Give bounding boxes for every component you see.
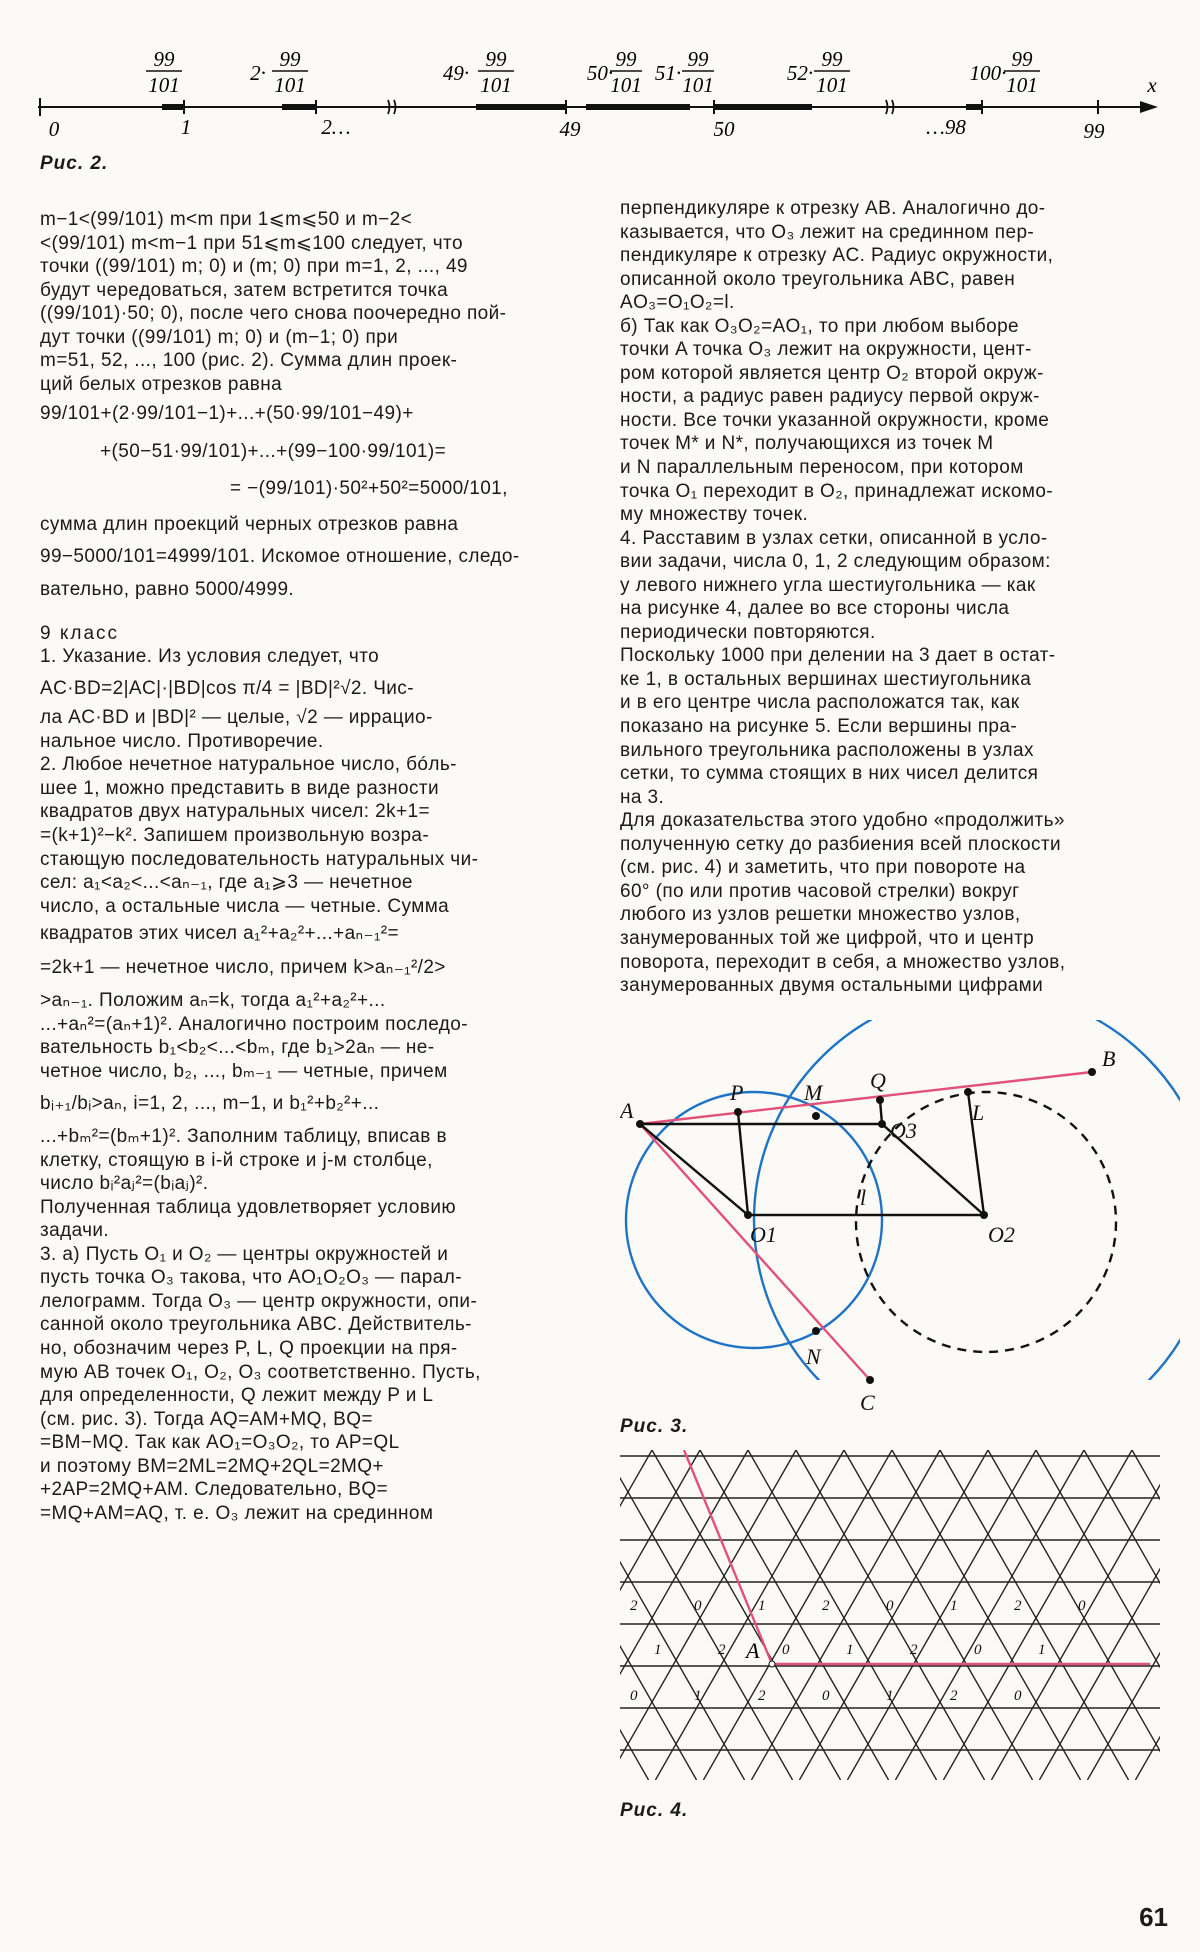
text-line: ности. Все точки указанной окружности, кроме <box>620 409 1050 431</box>
frac-num: 99 <box>279 47 301 71</box>
frac-den: 101 <box>480 73 512 97</box>
grid-line <box>1087 1450 1160 1780</box>
label-M: M <box>804 1080 823 1105</box>
label-Q: Q <box>870 1068 886 1093</box>
grid-number: 1 <box>886 1688 894 1704</box>
text-line: квадратов двух натуральных чисел: 2k+1= <box>40 801 430 823</box>
grid-number: 0 <box>782 1642 790 1658</box>
label-P: P <box>730 1080 744 1105</box>
label-A: A <box>746 1638 760 1663</box>
text-line: санной около треугольника ABC. Действитель- <box>40 1314 472 1336</box>
text-line: Для доказательства этого удобно «продолжить» <box>620 810 1065 832</box>
label-l: l <box>860 1185 867 1210</box>
frac-num: 99 <box>1011 47 1033 71</box>
text-line: сетки, то сумма стоящих в них чисел делится <box>620 763 1039 785</box>
grid-number: 0 <box>630 1688 638 1704</box>
highlight-path <box>684 1450 1150 1664</box>
segment-PO1 <box>738 1112 748 1215</box>
point <box>866 1376 874 1384</box>
fig2-caption: Рис. 2. <box>40 153 109 174</box>
label-L: L <box>972 1100 985 1125</box>
text-line: дут точки ((99/101) m; 0) и (m−1; 0) при <box>40 326 399 348</box>
figure-3 <box>620 1020 1180 1420</box>
line-AB <box>640 1072 1092 1124</box>
grid-number: 0 <box>1078 1598 1086 1614</box>
text-line: на 3. <box>620 786 665 808</box>
point <box>812 1112 820 1120</box>
text-line: и поэтому BM=2ML=2MQ+2QL=2MQ+ <box>40 1455 384 1477</box>
text-line: AO₃=O₁O₂=l. <box>620 292 735 314</box>
frac-num: 99 <box>821 47 843 71</box>
frac-label-52-prefix: 52· <box>786 61 814 85</box>
label-N: N <box>806 1344 821 1369</box>
text-line: квадратов этих чисел a₁²+a₂²+...+aₙ₋₁²= <box>40 923 399 945</box>
text-line: точка O₁ переходит в O₂, принадлежат искомо- <box>620 480 1054 502</box>
text-line: ром которой является центр O₂ второй окруж- <box>620 362 1044 384</box>
text-line: описанной около треугольника ABC, равен <box>620 268 1016 290</box>
text-line: му множеству точек. <box>620 504 809 526</box>
text-line: четное число, b₂, ..., bₘ₋₁ — четные, причем <box>40 1060 448 1082</box>
text-line: ций белых отрезков равна <box>40 373 283 395</box>
section-heading: 9 класс <box>40 622 120 644</box>
grid-line <box>895 1450 1084 1780</box>
tick-label: 50 <box>713 117 735 141</box>
text-line: сел: a₁<a₂<...<aₙ₋₁, где a₁⩾3 — нечетное <box>40 872 413 894</box>
frac-den: 101 <box>816 73 848 97</box>
frac-num: 99 <box>687 47 709 71</box>
text-line: поворота, переходит в себя, а множество узлов, <box>620 951 1066 973</box>
text-line: и в его центре числа расположатся так, как <box>620 692 1020 714</box>
frac-den: 101 <box>274 73 306 97</box>
grid-number: 1 <box>758 1598 766 1614</box>
right-column <box>620 197 1180 998</box>
grid-line <box>748 1450 937 1780</box>
text-line: =2k+1 — нечетное число, причем k>aₙ₋₁²/2> <box>40 956 446 978</box>
text-line: мую AB точек O₁, O₂, O₃ соответственно. Пусть, <box>40 1361 481 1383</box>
formula-line: = −(99/101)·50²+50²=5000/101, <box>230 478 508 500</box>
grid-number: 1 <box>950 1598 958 1614</box>
grid-line <box>652 1450 841 1780</box>
grid-line <box>620 1450 745 1780</box>
text-line: будут чередоваться, затем встретится точка <box>40 279 449 301</box>
text-line: 99−5000/101=4999/101. Искомое отношение, следо- <box>40 545 520 567</box>
text-line: 1. Указание. Из условия следует, что <box>40 646 380 668</box>
text-line: пусть точка O₃ такова, что AO₁O₂O₃ — парал- <box>40 1267 462 1289</box>
grid-line <box>620 1450 793 1780</box>
grid-number: 2 <box>630 1598 638 1614</box>
point <box>734 1108 742 1116</box>
frac-label-51-prefix: 51· <box>654 61 682 85</box>
tick-label: 2… <box>321 115 351 139</box>
grid-number: 1 <box>846 1642 854 1658</box>
text-line: (см. рис. 3). Тогда AQ=AM+MQ, BQ= <box>40 1408 373 1430</box>
grid-line <box>940 1450 1129 1780</box>
grid-number: 0 <box>822 1688 830 1704</box>
text-line: любого из узлов решетки множество узлов, <box>620 904 1021 926</box>
grid-number: 1 <box>654 1642 662 1658</box>
point <box>1088 1068 1096 1076</box>
line-AC <box>640 1124 870 1380</box>
grid-number: 0 <box>974 1642 982 1658</box>
text-line: 2. Любое нечетное натуральное число, бóль- <box>40 754 457 776</box>
text-line: ...+bₘ²=(bₘ+1)². Заполним таблицу, вписав в <box>40 1126 447 1148</box>
axis-label: x <box>1147 73 1157 97</box>
text-line: занумерованных той же цифрой, что и центр <box>620 927 1035 949</box>
figure-4 <box>620 1450 1160 1790</box>
point <box>636 1120 644 1128</box>
text-line: 60° (по или против часовой стрелки) вокруг <box>620 880 1020 902</box>
text-line: число bᵢ²aⱼ²=(bᵢaⱼ)². <box>40 1173 209 1195</box>
frac-num: 99 <box>485 47 507 71</box>
frac-label-50-prefix: 50· <box>586 61 614 85</box>
text-line: >aₙ₋₁. Положим aₙ=k, тогда a₁²+a₂²+... <box>40 990 386 1012</box>
text-line: точки ((99/101) m; 0) и (m; 0) при m=1, 2, ..., 49 <box>40 256 468 278</box>
text-line: 4. Расставим в узлах сетки, описанной в усло- <box>620 527 1048 549</box>
left-column <box>40 208 580 1525</box>
text-line: казывается, что O₃ лежит на срединном пер- <box>620 221 1035 243</box>
text-line: полученную сетку до разбиения всей плоскости <box>620 833 1062 855</box>
text-line: задачи. <box>40 1220 110 1242</box>
text-line: ...+aₙ²=(aₙ+1)². Аналогично построим последо- <box>40 1013 468 1035</box>
text-line: вательно, равно 5000/4999. <box>40 579 295 601</box>
frac-den: 101 <box>1006 73 1038 97</box>
text-line: Полученная таблица удовлетворяет условию <box>40 1196 457 1218</box>
grid-number: 2 <box>950 1688 958 1704</box>
text-line: у левого нижнего угла шестиугольника — как <box>620 574 1036 596</box>
grid-line <box>700 1450 889 1780</box>
text-line: клетку, стоящую в i-й строке и j-м столбце, <box>40 1149 433 1171</box>
text-line: AC·BD=2|AC|·|BD|cos π/4 = |BD|²√2. Чис- <box>40 677 414 699</box>
text-line: ла AC·BD и |BD|² — целые, √2 — иррацио- <box>40 707 433 729</box>
text-line: б) Так как O₃O₂=AO₁, то при любом выборе <box>620 315 1020 337</box>
text-line: для определенности, Q лежит между P и L <box>40 1385 434 1407</box>
formula-line: +(50−51·99/101)+...+(99−100·99/101)= <box>100 440 447 462</box>
frac-den: 101 <box>682 73 714 97</box>
grid-number: 2 <box>822 1598 830 1614</box>
text-line: сумма длин проекций черных отрезков равна <box>40 514 459 536</box>
grid-number: 2 <box>1014 1598 1022 1614</box>
frac-num: 99 <box>615 47 637 71</box>
label-C: C <box>860 1390 875 1415</box>
page-number: 61 <box>1139 1902 1168 1932</box>
axis-arrow <box>1140 101 1158 113</box>
grid-number: 1 <box>1038 1642 1046 1658</box>
text-line: лелограмм. Тогда O₃ — центр окружности, опи- <box>40 1290 478 1312</box>
text-line: но, обозначим через P, L, Q проекции на пря- <box>40 1337 458 1359</box>
tick-label: …98 <box>926 115 966 139</box>
grid-line <box>655 1450 844 1780</box>
text-line: на рисунке 4, далее во все стороны числа <box>620 598 1010 620</box>
text-line: 3. а) Пусть O₁ и O₂ — центры окружностей и <box>40 1243 449 1265</box>
grid-number: 2 <box>758 1688 766 1704</box>
grid-number: 2 <box>718 1642 726 1658</box>
point <box>876 1096 884 1104</box>
text-line: точек M* и N*, получающихся из точек M <box>620 433 994 455</box>
frac-den: 101 <box>610 73 642 97</box>
point <box>744 1211 752 1219</box>
text-line: вильного треугольника расположены в узлах <box>620 739 1034 761</box>
grid-number: 1 <box>694 1688 702 1704</box>
grid-line <box>751 1450 940 1780</box>
frac-label-49-prefix: 49· <box>442 61 470 85</box>
text-line: ке 1, в остальных вершинах шестиугольника <box>620 668 1032 690</box>
text-line: периодически повторяются. <box>620 621 876 643</box>
frac-label-1: 99 <box>153 47 175 71</box>
label-O3: O3 <box>890 1118 917 1143</box>
grid-number: 0 <box>886 1598 894 1614</box>
text-line: =MQ+AM=AQ, т. е. O₃ лежит на срединном <box>40 1502 434 1524</box>
grid-line <box>620 1450 796 1780</box>
text-line: вательность b₁<b₂<...<bₘ, где b₁>2aₙ — не- <box>40 1037 435 1059</box>
text-line: вии задачи, числа 0, 1, 2 следующим образом: <box>620 551 1051 573</box>
text-line: Поскольку 1000 при делении на 3 дает в остат- <box>620 645 1056 667</box>
text-line: <(99/101) m<m−1 при 51⩽m⩽100 следует, что <box>40 232 463 254</box>
text-line: показано на рисунке 5. Если вершины пра- <box>620 716 1018 738</box>
text-line: +2AP=2MQ+AM. Следовательно, BQ= <box>40 1479 389 1501</box>
grid-line <box>1036 1450 1160 1780</box>
label-A: A <box>620 1098 634 1123</box>
formula-line: 99/101+(2·99/101−1)+...+(50·99/101−49)+ <box>40 403 414 425</box>
point <box>812 1327 820 1335</box>
text-line: и N параллельным переносом, при котором <box>620 457 1024 479</box>
text-line: число, а остальные числа — четные. Сумма <box>40 895 450 917</box>
grid-line <box>796 1450 985 1780</box>
frac-label-2-prefix: 2· <box>250 61 266 85</box>
grid-line <box>703 1450 892 1780</box>
point <box>980 1211 988 1219</box>
text-line: =BM−MQ. Так как AO₁=O₃O₂, то AP=QL <box>40 1432 400 1454</box>
node-A <box>769 1661 775 1667</box>
tick-label: 0 <box>48 117 60 141</box>
grid-number: 0 <box>1014 1688 1022 1704</box>
text-line: занумерованных двумя остальными цифрами <box>620 975 1044 997</box>
point <box>878 1120 886 1128</box>
tick-label: 99 <box>1083 119 1105 143</box>
label-O1: O1 <box>750 1222 777 1247</box>
grid-line <box>847 1450 1036 1780</box>
grid-number: 0 <box>694 1598 702 1614</box>
grid-number: 2 <box>910 1642 918 1658</box>
text-line: стающую последовательность натуральных чи- <box>40 848 479 870</box>
grid-line <box>844 1450 1033 1780</box>
text-line: шее 1, можно представить в виде разности <box>40 777 439 799</box>
fig3-caption: Рис. 3. <box>620 1416 689 1437</box>
point <box>964 1088 972 1096</box>
text-line: (см. рис. 4) и заметить, что при повороте на <box>620 857 1026 879</box>
grid-line <box>943 1450 1132 1780</box>
text-line: ((99/101)·50; 0), после чего снова поочередно пой- <box>40 303 507 325</box>
grid-line <box>1132 1450 1160 1780</box>
parallelogram <box>640 1124 984 1215</box>
text-line: =(k+1)²−k². Запишем произвольную возра- <box>40 825 430 847</box>
text-line: ности, а радиус равен радиусу первой окруж- <box>620 386 1040 408</box>
tick-label: 49 <box>559 117 581 141</box>
text-line: m−1<(99/101) m<m при 1⩽m⩽50 и m−2< <box>40 209 413 230</box>
label-O2: O2 <box>988 1222 1015 1247</box>
grid-line <box>892 1450 1081 1780</box>
tick-label: 1 <box>180 115 192 139</box>
text-line: точки A точка O₃ лежит на окружности, цент- <box>620 339 1032 361</box>
label-B: B <box>1102 1046 1116 1071</box>
text-line: нальное число. Противоречие. <box>40 730 324 752</box>
text-line: bᵢ₊₁/bᵢ>aₙ, i=1, 2, ..., m−1, и b₁²+b₂²+... <box>40 1092 380 1114</box>
grid-line <box>799 1450 988 1780</box>
number-line-figure <box>0 0 1200 150</box>
text-line: m=51, 52, ..., 100 (рис. 2). Сумма длин проек- <box>40 350 458 372</box>
text-line: перпендикуляре к отрезку AB. Аналогично до- <box>620 198 1046 219</box>
fig4-caption: Рис. 4. <box>620 1800 689 1821</box>
frac-label-100-prefix: 100· <box>969 61 1007 85</box>
text-line: пендикуляре к отрезку AC. Радиус окружности, <box>620 245 1054 267</box>
frac-den: 101 <box>148 73 180 97</box>
